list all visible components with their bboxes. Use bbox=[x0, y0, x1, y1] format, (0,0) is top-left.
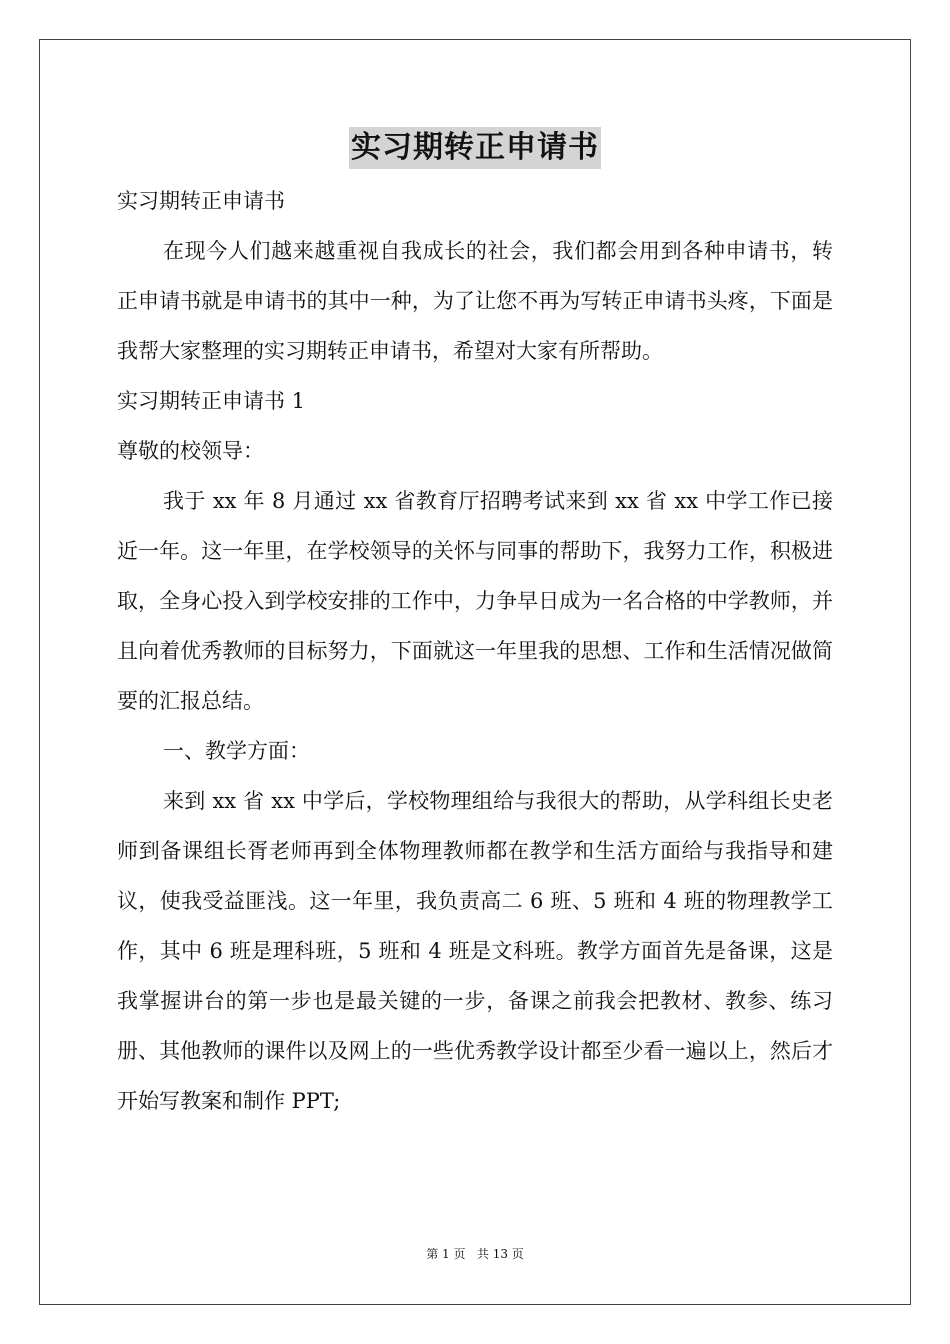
paragraph-body: 我于 xx 年 8 月通过 xx 省教育厅招聘考试来到 xx 省 xx 中学工作已接近一年。这一年里，在学校领导的关怀与同事的帮助下，我努力工作，积极进取，全身心投入到学校安排的工作中，力争早日成为一名合格的中学教师，并且向着优秀教师的目标努力，下面就这一年里我的思想、工作和生活情况做简要的汇报总结。 bbox=[117, 489, 833, 713]
paragraph-body: 来到 xx 省 xx 中学后，学校物理组给与我很大的帮助，从学科组长史老师到备课组长胥老师再到全体物理教师都在教学和生活方面给与我指导和建议，使我受益匪浅。这一年里，我负责高二 6 班、5 班和 4 班的物理教学工作，其中 6 班是理科班，5 班和 4 班是文科班。教学方面首先是备课，这是我掌握讲台的第一步也是最关键的一步，备课之前我会把教材、教参、练习册、其他教师的课件以及网上的一些优秀教学设计都至少看一遍以上，然后才开始写教案和制作 PPT; bbox=[117, 789, 833, 1113]
paragraph-section-heading: 一、教学方面： bbox=[163, 739, 310, 763]
paragraph-subtitle: 实习期转正申请书 1 bbox=[117, 389, 306, 413]
paragraph-salutation: 尊敬的校领导： bbox=[117, 439, 264, 463]
document-body bbox=[117, 176, 833, 1126]
page-footer: 第 1 页 共 13 页 bbox=[426, 1247, 524, 1261]
document-title: 实习期转正申请书 bbox=[349, 127, 601, 169]
title-container bbox=[0, 127, 950, 169]
paragraph-intro: 在现今人们越来越重视自我成长的社会，我们都会用到各种申请书，转正申请书就是申请书的其中一种，为了让您不再为写转正申请书头疼，下面是我帮大家整理的实习期转正申请书，希望对大家有所帮助。 bbox=[117, 239, 833, 363]
paragraph-heading: 实习期转正申请书 bbox=[117, 189, 285, 213]
